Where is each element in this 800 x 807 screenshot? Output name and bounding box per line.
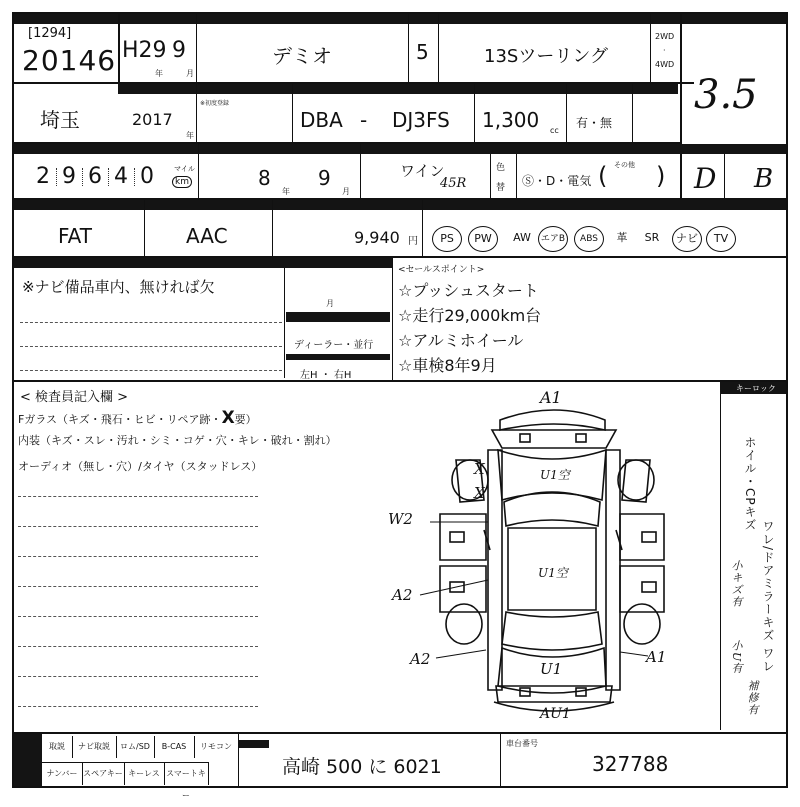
mark-xx-2: X xyxy=(474,484,485,502)
doors: 5 xyxy=(416,40,429,64)
mark-a2-lower: A2 xyxy=(410,650,431,668)
sales-point: ☆走行29,000km台 xyxy=(398,306,542,325)
region: 埼玉 xyxy=(40,108,80,132)
lot-small: [1294] xyxy=(28,26,72,41)
chassis-number: 327788 xyxy=(592,752,669,776)
equipment-item: PW xyxy=(468,226,498,252)
color: ワイン xyxy=(400,162,445,180)
side-hand-1: 小キズ有 xyxy=(730,560,743,608)
mileage-digit: 6 xyxy=(88,164,102,189)
equipment-item: SR xyxy=(644,231,660,244)
equipment-item: TV xyxy=(706,226,736,252)
mark-u1-hood: U1空 xyxy=(540,468,570,482)
notes-header-bar xyxy=(14,258,392,268)
row2-header-bar xyxy=(118,84,678,94)
accessory-label: キーレス xyxy=(124,762,165,785)
accessory-label: ロム/SD xyxy=(116,736,155,758)
car-name: デミオ xyxy=(272,44,332,68)
digit-separator xyxy=(82,168,83,186)
sales-point: ☆車検8年9月 xyxy=(398,356,497,375)
inspection-year: 8 xyxy=(258,166,271,190)
displacement: 1,300 xyxy=(482,108,540,132)
glass-note: Fガラス（キズ・飛石・ヒビ・リペア跡・X要） xyxy=(18,408,257,428)
km-unit: km xyxy=(172,176,192,188)
digit-separator xyxy=(56,168,57,186)
accessory-label: ナビ取説 xyxy=(72,736,117,758)
digit-separator xyxy=(134,168,135,186)
car-diagram xyxy=(380,390,700,730)
audio-note: オーディオ（無し・穴）/タイヤ（スタッドレス） xyxy=(18,460,263,473)
mileage-digit: 9 xyxy=(62,164,76,189)
accessory-label: スマートキー xyxy=(164,762,209,785)
row4-header-bar xyxy=(14,200,786,210)
seat-options: Ⓢ・D・電気 xyxy=(522,174,592,188)
mark-xx: X xyxy=(474,460,485,478)
equipment-item: エアB xyxy=(538,226,568,252)
exterior-grade: B xyxy=(754,164,774,194)
color-code: 45R xyxy=(440,176,467,191)
inspection-month: 9 xyxy=(318,166,331,190)
drive-2wd: 2WD xyxy=(655,32,675,41)
mileage-digit: 4 xyxy=(114,164,128,189)
transmission: FAT xyxy=(58,224,93,248)
sales-point: ☆アルミホイール xyxy=(398,331,524,350)
equipment-item: 革 xyxy=(616,231,628,244)
handle-label: 左H ・ 右H xyxy=(300,370,352,381)
mile-label: マイル xyxy=(174,165,195,173)
notes-line1: ※ナビ備品車内、無ければ欠 xyxy=(22,278,215,296)
mark-u1-rear: U1 xyxy=(540,660,563,678)
first-reg-year: 2017 xyxy=(132,110,173,129)
side-note-2: ワレ/ドアミラーキズ ワレ xyxy=(761,520,775,673)
interior-note: 内装（キズ・スレ・汚れ・シミ・コゲ・穴・キレ・破れ・割れ） xyxy=(18,434,337,447)
mileage-digit: 0 xyxy=(140,164,154,189)
aircon: AAC xyxy=(186,224,228,248)
mark-w2: W2 xyxy=(388,510,413,528)
inspector-title: < 検査員記入欄 > xyxy=(20,390,129,405)
chassis-label: 車台番号 xyxy=(506,739,538,748)
mileage-digit: 2 xyxy=(36,164,50,189)
presence: 有・無 xyxy=(576,116,613,130)
accessory-label: スペアキー xyxy=(82,762,125,785)
accessory-grid xyxy=(42,734,238,800)
keylock-title: キーロック xyxy=(736,384,776,393)
mark-a1-top: A1 xyxy=(540,388,562,407)
accessory-label: 取説 xyxy=(42,736,73,758)
model-code: DJ3FS xyxy=(392,108,450,132)
side-hand-2: 小U有 xyxy=(730,640,743,675)
mark-a1-right: A1 xyxy=(646,648,667,666)
mark-u1-roof: U1空 xyxy=(538,566,568,580)
sales-title: <セールスポイント> xyxy=(398,265,485,275)
first-reg-label: ※初度登録 xyxy=(200,100,230,107)
plate-number: 高崎 500 に 6021 xyxy=(282,756,442,778)
mark-au1-bottom: AU1 xyxy=(540,706,571,722)
drive-4wd: 4WD xyxy=(655,60,675,69)
accessory-label: ナンバー xyxy=(42,762,83,785)
interior-grade: D xyxy=(694,162,717,195)
equipment-list xyxy=(428,226,784,252)
digit-separator xyxy=(108,168,109,186)
equipment-item: AW xyxy=(513,231,531,244)
lot-number: 20146 xyxy=(22,44,117,77)
row1-header-bar xyxy=(14,14,786,24)
score: 3.5 xyxy=(694,72,758,118)
glass-mark: X xyxy=(221,408,235,428)
row3-header-bar xyxy=(14,144,786,154)
equipment-item: ナビ xyxy=(672,226,702,252)
grade: 13Sツーリング xyxy=(484,46,608,67)
accessory-label: B-CAS xyxy=(154,736,195,758)
mark-a2-left: A2 xyxy=(392,586,413,604)
dealer-label: ディーラー・並行 xyxy=(294,340,374,351)
first-month: 9 xyxy=(172,38,186,63)
equipment-item: ABS xyxy=(574,226,604,252)
year-era: H29 xyxy=(122,38,167,63)
side-note-1: ホイル・CPキズ xyxy=(743,436,757,532)
recycle-fee: 9,940 xyxy=(354,228,400,247)
equipment-item: PS xyxy=(432,226,462,252)
sales-point: ☆プッシュスタート xyxy=(398,281,539,300)
side-hand-3: 補修有 xyxy=(746,680,759,716)
accessory-label: リモコン xyxy=(194,736,239,758)
dealer-box xyxy=(284,268,391,378)
model-prefix: DBA xyxy=(300,108,343,132)
